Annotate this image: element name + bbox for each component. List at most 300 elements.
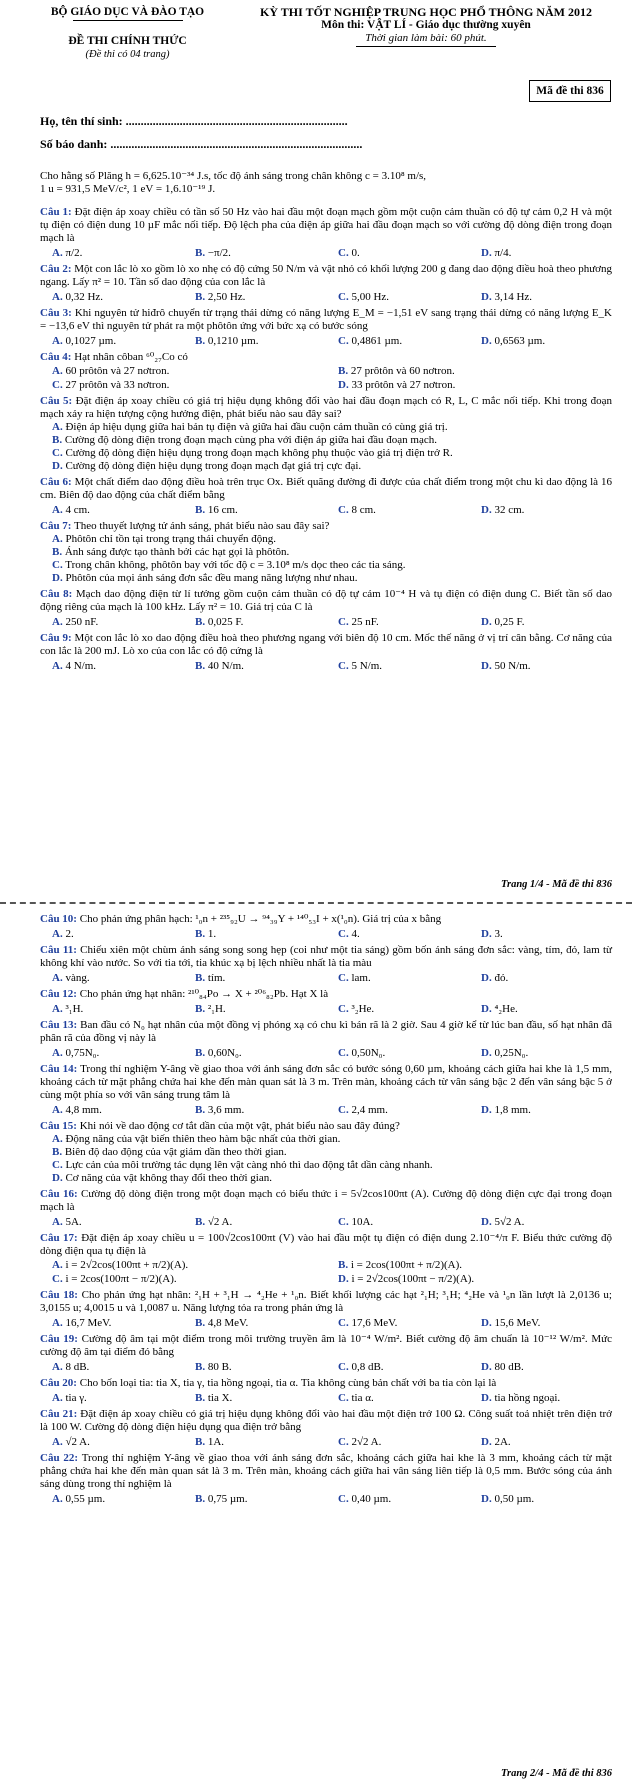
answer-text: 0,1027 µm. xyxy=(62,335,117,347)
answer-letter: B. xyxy=(52,1146,63,1158)
answer-option xyxy=(40,379,326,392)
answer-option xyxy=(40,972,183,985)
answer-row xyxy=(40,1216,612,1229)
answer-option xyxy=(40,572,612,585)
answer-text: 0,8 dB. xyxy=(348,1361,384,1373)
answer-option xyxy=(469,1003,612,1016)
question-block xyxy=(40,1232,612,1286)
answer-option xyxy=(469,1216,612,1229)
answer-option xyxy=(40,1216,183,1229)
answer-text: 2√2 A. xyxy=(348,1436,382,1448)
question-text: Đặt điện áp xoay chiều có tần số 50 Hz vào hai đầu một đoạn mạch gồm một cuộn cảm thuần có độ tự cảm 0,2 H và một tụ điện có điện dung 10 µF mắc nối tiếp. Độ lệch pha của điện áp giữa hai đầu đoạn mạch so với cường độ dòng điện trong đoạn mạch là xyxy=(40,206,612,244)
candidate-id-line: Số báo danh: .................................................................................... xyxy=(40,137,363,151)
answer-text: 5 N/m. xyxy=(348,660,383,672)
answer-letter: A. xyxy=(52,1104,63,1116)
answer-letter: C. xyxy=(52,559,63,571)
answer-option xyxy=(469,1047,612,1060)
answer-letter: C. xyxy=(338,1104,349,1116)
answer-text: Phôtôn của mọi ánh sáng đơn sắc đều mang năng lượng như nhau. xyxy=(62,572,358,584)
question-block xyxy=(40,1452,612,1506)
answer-letter: B. xyxy=(52,434,63,446)
answer-option xyxy=(183,1436,326,1449)
answer-text: 0,025 F. xyxy=(205,616,244,628)
question-text: Một chất điểm dao động điều hoà trên trục Ox. Biết quãng đường đi được của chất điểm trong một chu kì dao động là 16 cm. Biên độ dao động của chất điểm bằng xyxy=(40,476,612,501)
answer-option xyxy=(40,247,183,260)
answer-option xyxy=(326,1216,469,1229)
answer-option xyxy=(326,1259,612,1272)
question-text: Ban đầu có N₀ hạt nhân của một đồng vị phóng xạ có chu kì bán rã là 2 giờ. Sau 4 giờ kể từ lúc ban đầu, số hạt nhân đã phân rã của đồng vị này là xyxy=(40,1019,613,1044)
answer-text: 15,6 MeV. xyxy=(491,1317,541,1329)
answer-text: 40 N/m. xyxy=(205,660,244,672)
question-stem xyxy=(40,1289,612,1315)
answer-letter: A. xyxy=(52,247,63,259)
answer-text: 17,6 MeV. xyxy=(348,1317,398,1329)
answer-option xyxy=(469,660,612,673)
answer-text: π/4. xyxy=(491,247,512,259)
answer-row xyxy=(40,972,612,985)
answer-text: 5,00 Hz. xyxy=(348,291,390,303)
answer-letter: A. xyxy=(52,1361,63,1373)
question-block xyxy=(40,988,612,1016)
answer-option xyxy=(469,1493,612,1506)
answer-text: 80 dB. xyxy=(491,1361,524,1373)
answer-letter: B. xyxy=(338,365,349,377)
answer-option xyxy=(183,335,326,348)
answer-option xyxy=(326,1317,469,1330)
answer-row xyxy=(40,1047,612,1060)
answer-option xyxy=(469,972,612,985)
answer-option xyxy=(40,559,612,572)
answer-option xyxy=(40,1436,183,1449)
answer-row xyxy=(40,660,612,673)
answer-letter: D. xyxy=(52,572,63,584)
question-text: Cho phản ứng phân hạch: ¹₀n + ²³⁵₉₂U → ⁹⁴₃₉Y + ¹⁴⁰₅₃I + x(¹₀n). Giá trị của x bằng xyxy=(76,913,442,925)
question-block xyxy=(40,476,612,517)
answer-letter: B. xyxy=(195,1003,206,1015)
answer-option xyxy=(326,928,469,941)
answer-text: 0,25N₀. xyxy=(491,1047,529,1059)
answer-letter: C. xyxy=(338,1436,349,1448)
answer-option xyxy=(326,1273,612,1286)
answer-letter: B. xyxy=(195,247,206,259)
answer-text: 4. xyxy=(348,928,360,940)
answer-text: 1. xyxy=(205,928,217,940)
question-number: Câu 9: xyxy=(40,632,72,644)
question-text: Đặt điện áp xoay chiều có giá trị hiệu dụng không đổi vào hai đầu một điện trở 100 Ω. Công suất toả nhiệt trên điện trở là 100 W. Cường độ dòng điện hiệu dụng qua điện trở bằng xyxy=(40,1408,612,1433)
answer-row xyxy=(40,335,612,348)
answer-option xyxy=(40,291,183,304)
answer-row xyxy=(40,291,612,304)
answer-letter: B. xyxy=(195,616,206,628)
answer-letter: D. xyxy=(481,616,492,628)
question-number: Câu 1: xyxy=(40,206,72,218)
answer-text: 1A. xyxy=(205,1436,225,1448)
answer-row xyxy=(40,616,612,629)
question-text: Hạt nhân côban ⁶⁰₂₇Co có xyxy=(71,351,188,363)
answer-row xyxy=(40,1273,612,1286)
answer-option xyxy=(469,928,612,941)
answer-option xyxy=(326,247,469,260)
answer-letter: C. xyxy=(338,1317,349,1329)
answer-text: −π/2. xyxy=(205,247,231,259)
answer-option xyxy=(40,1047,183,1060)
question-text: Khi nói về dao động cơ tắt dần của một vật, phát biểu nào sau đây đúng? xyxy=(76,1120,400,1132)
answer-option xyxy=(40,1493,183,1506)
answer-letter: B. xyxy=(195,928,206,940)
answer-letter: A. xyxy=(52,335,63,347)
answer-option xyxy=(183,660,326,673)
candidate-name-line: Họ, tên thí sinh: .......................................................................... xyxy=(40,114,348,128)
answer-row xyxy=(40,1392,612,1405)
answer-letter: B. xyxy=(195,972,206,984)
answer-text: đỏ. xyxy=(491,972,509,984)
answer-option xyxy=(469,247,612,260)
answer-row xyxy=(40,1104,612,1117)
answer-letter: B. xyxy=(195,1436,206,1448)
question-stem xyxy=(40,1019,612,1045)
answer-row xyxy=(40,1003,612,1016)
answer-text: √2 A. xyxy=(205,1216,233,1228)
answer-row xyxy=(40,1361,612,1374)
answer-option xyxy=(40,460,612,473)
answer-option xyxy=(326,291,469,304)
answer-option xyxy=(40,335,183,348)
answer-option xyxy=(40,660,183,673)
answer-row xyxy=(40,1436,612,1449)
question-text: Chiếu xiên một chùm ánh sáng song song hẹp (coi như một tia sáng) gồm bốn ánh sáng đơn sắc: vàng, tím, đỏ, lam từ không khí vào nước. So với tia tới, tia khúc xạ bị lệch nhiều nhất là tia màu xyxy=(40,944,612,969)
question-stem xyxy=(40,395,612,421)
answer-row xyxy=(40,1317,612,1330)
answer-option xyxy=(40,1172,612,1185)
answer-letter: A. xyxy=(52,1259,63,1271)
answer-text: Động năng của vật biến thiên theo hàm bậc nhất của thời gian. xyxy=(62,1133,341,1145)
answer-text: Lực cản của môi trường tác dụng lên vật càng nhỏ thì dao động tắt dần càng nhanh. xyxy=(62,1159,433,1171)
answer-option xyxy=(40,1361,183,1374)
exam-title: KỲ THI TỐT NGHIỆP TRUNG HỌC PHỔ THÔNG NĂM 2012 xyxy=(260,5,592,19)
answer-text: i = 2cos(100πt + π/2)(A). xyxy=(348,1259,463,1271)
question-block xyxy=(40,395,612,473)
answer-letter: C. xyxy=(338,247,349,259)
answer-text: 27 prôtôn và 60 nơtron. xyxy=(348,365,455,377)
question-text: Khi nguyên tử hiđrô chuyển từ trạng thái dừng có năng lượng E_M = −1,51 eV sang trạng thái dừng có năng lượng E_K = −13,6 eV thì nguyên tử phát ra một phôtôn ứng với bức xạ có bước sóng xyxy=(40,307,612,332)
answer-text: 16 cm. xyxy=(205,504,238,516)
answer-letter: B. xyxy=(195,1104,206,1116)
answer-text: i = 2√2cos(100πt − π/2)(A). xyxy=(348,1273,475,1285)
answer-letter: C. xyxy=(52,1159,63,1171)
answer-text: 4,8 mm. xyxy=(62,1104,102,1116)
answer-text: 50 N/m. xyxy=(491,660,531,672)
answer-option xyxy=(469,335,612,348)
question-text: Cường độ âm tại một điểm trong môi trường truyền âm là 10⁻⁴ W/m². Biết cường độ âm chuẩn là 10⁻¹² W/m². Mức cường độ âm tại điểm đó bằng xyxy=(40,1333,612,1358)
answer-option xyxy=(183,1104,326,1117)
answer-option xyxy=(326,335,469,348)
answer-option xyxy=(40,1104,183,1117)
answer-letter: C. xyxy=(338,1361,349,1373)
answer-letter: C. xyxy=(338,972,349,984)
answer-option xyxy=(326,1493,469,1506)
answer-letter: B. xyxy=(195,1317,206,1329)
question-number: Câu 19: xyxy=(40,1333,78,1345)
page1-content xyxy=(40,170,612,676)
answer-text: 0,50 µm. xyxy=(491,1493,535,1505)
answer-letter: D. xyxy=(481,928,492,940)
answer-option xyxy=(183,291,326,304)
answer-letter: C. xyxy=(338,1216,349,1228)
page-divider xyxy=(0,902,632,904)
constants-block xyxy=(40,170,612,196)
page1-footer: Trang 1/4 - Mã đề thi 836 xyxy=(500,879,612,890)
answer-option xyxy=(469,1104,612,1117)
answer-letter: D. xyxy=(481,1104,492,1116)
answer-letter: D. xyxy=(481,1317,492,1329)
answer-option xyxy=(469,1317,612,1330)
answer-option xyxy=(469,1392,612,1405)
page1-questions xyxy=(40,206,612,673)
answer-option xyxy=(183,1493,326,1506)
answer-letter: C. xyxy=(52,447,63,459)
answer-text: 16,7 MeV. xyxy=(62,1317,112,1329)
question-number: Câu 2: xyxy=(40,263,72,275)
answer-text: ⁴₂He. xyxy=(491,1003,518,1015)
answer-option xyxy=(40,447,612,460)
question-number: Câu 12: xyxy=(40,988,77,1000)
answer-option xyxy=(183,616,326,629)
answer-option xyxy=(326,616,469,629)
answer-letter: D. xyxy=(52,1172,63,1184)
question-text: Đặt điện áp xoay chiều u = 100√2cos100πt (V) vào hai đầu một tụ điện có điện dung 2.10⁻⁴/π F. Biểu thức cường độ dòng điện qua tụ điện là xyxy=(40,1232,612,1257)
question-block xyxy=(40,1408,612,1449)
answer-letter: B. xyxy=(195,291,206,303)
answer-letter: A. xyxy=(52,1216,63,1228)
answer-letter: D. xyxy=(481,1047,492,1059)
question-number: Câu 18: xyxy=(40,1289,78,1301)
header-left xyxy=(20,6,235,61)
answer-text: 0,75N₀. xyxy=(62,1047,100,1059)
answer-row xyxy=(40,928,612,941)
question-stem xyxy=(40,206,612,245)
question-block xyxy=(40,1120,612,1185)
question-text: Đặt điện áp xoay chiều có giá trị hiệu dụng không đổi vào hai đầu đoạn mạch có R, L, C mắc nối tiếp. Khi trong đoạn mạch xảy ra hiện tượng cộng hưởng điện, phát biểu nào sau đây sai? xyxy=(40,395,612,420)
question-text: Cho phản ứng hạt nhân: ²₁H + ³₁H → ⁴₂He + ¹₀n. Biết khối lượng các hạt ²₁H; ³₁H; ⁴₂He và ¹₀n lần lượt là 2,0136 u; 3,0155 u; 4,0015 u và 1,0087 u. Năng lượng tỏa ra trong phản ứng là xyxy=(40,1289,612,1314)
question-stem xyxy=(40,1120,612,1133)
ministry-name: BỘ GIÁO DỤC VÀ ĐÀO TẠO xyxy=(50,6,205,18)
answer-option xyxy=(40,533,612,546)
answer-text: 0,40 µm. xyxy=(348,1493,392,1505)
question-number: Câu 5: xyxy=(40,395,73,407)
answer-option xyxy=(326,1361,469,1374)
answer-text: tia hồng ngoại. xyxy=(491,1392,561,1404)
question-text: Mạch dao động điện từ lí tưởng gồm cuộn cảm thuần có độ tự cảm 10⁻⁴ H và tụ điện có điện dung C. Biết tần số dao động riêng của mạch là 100 kHz. Lấy π² = 10. Giá trị của C là xyxy=(40,588,612,613)
answer-text: ³₁H. xyxy=(62,1003,84,1015)
question-number: Câu 11: xyxy=(40,944,77,956)
answer-text: 10A. xyxy=(348,1216,374,1228)
answer-text: 0,60N₀. xyxy=(205,1047,242,1059)
answer-option xyxy=(326,1104,469,1117)
question-text: Trong thí nghiệm Y-âng về giao thoa với ánh sáng đơn sắc có bước sóng 0,60 µm, khoảng cách giữa hai khe là 1,5 mm, khoảng cách từ mặt phẳng chứa hai khe đến màn quan sát là 3 m. Trên màn, khoảng cách từ vân sáng bậc 2 đến vân sáng bậc 5 ở cùng một phía so với vân sáng trung tâm là xyxy=(40,1063,612,1101)
answer-letter: C. xyxy=(52,379,63,391)
answer-letter: A. xyxy=(52,533,63,545)
answer-letter: B. xyxy=(338,1259,349,1271)
answer-option xyxy=(40,1259,326,1272)
answer-letter: A. xyxy=(52,1133,63,1145)
answer-option xyxy=(40,1146,612,1159)
page2-content xyxy=(40,913,612,1509)
answer-text: Biên độ dao động của vật giảm dần theo thời gian. xyxy=(62,1146,287,1158)
question-number: Câu 3: xyxy=(40,307,72,319)
answer-letter: C. xyxy=(338,335,349,347)
answer-letter: D. xyxy=(338,1273,349,1285)
answer-option xyxy=(326,379,612,392)
answer-option xyxy=(469,291,612,304)
answer-letter: B. xyxy=(195,1493,206,1505)
question-block xyxy=(40,588,612,629)
answer-option xyxy=(326,660,469,673)
answer-letter: C. xyxy=(52,1273,63,1285)
question-number: Câu 10: xyxy=(40,913,77,925)
answer-text: 80 B. xyxy=(205,1361,232,1373)
answer-letter: B. xyxy=(195,1047,206,1059)
question-number: Câu 22: xyxy=(40,1452,79,1464)
question-text: Cho bốn loại tia: tia X, tia γ, tia hồng ngoại, tia α. Tia không cùng bản chất với ba tia còn lại là xyxy=(76,1377,497,1389)
answer-letter: A. xyxy=(52,616,63,628)
constants-line-1: Cho hằng số Plăng h = 6,625.10⁻³⁴ J.s, tốc độ ánh sáng trong chân không c = 3.10⁸ m/s, xyxy=(40,170,427,182)
answer-text: 8 dB. xyxy=(62,1361,90,1373)
answer-letter: A. xyxy=(52,504,63,516)
ministry-underline xyxy=(73,20,183,21)
exam-duration: Thời gian làm bài: 60 phút. xyxy=(365,32,487,44)
exam-page-2 xyxy=(0,907,632,1784)
answer-text: 0,1210 µm. xyxy=(205,335,259,347)
answer-letter: B. xyxy=(195,1392,206,1404)
answer-letter: D. xyxy=(481,1003,492,1015)
answer-letter: B. xyxy=(195,1216,206,1228)
question-text: Một con lắc lò xo dao động điều hoà theo phương ngang với biên độ 10 cm. Mốc thế năng ở vị trí cân bằng. Cơ năng của con lắc là 200 mJ. Lò xo của con lắc có độ cứng là xyxy=(40,632,612,657)
answer-text: 4 N/m. xyxy=(62,660,97,672)
answer-option xyxy=(469,1436,612,1449)
answer-option xyxy=(326,972,469,985)
answer-text: Ánh sáng được tạo thành bởi các hạt gọi là phôtôn. xyxy=(62,546,290,558)
answer-option xyxy=(40,504,183,517)
question-stem xyxy=(40,263,612,289)
answer-option xyxy=(40,928,183,941)
answer-row xyxy=(40,379,612,392)
question-number: Câu 21: xyxy=(40,1408,78,1420)
question-stem xyxy=(40,913,612,926)
answer-text: Cường độ dòng điện hiệu dụng trong đoạn mạch đạt giá trị cực đại. xyxy=(62,460,362,472)
page2-footer: Trang 2/4 - Mã đề thi 836 xyxy=(500,1768,612,1779)
answer-letter: A. xyxy=(52,928,63,940)
answer-letter: B. xyxy=(195,504,206,516)
answer-text: 0. xyxy=(348,247,360,259)
answer-text: 4 cm. xyxy=(62,504,90,516)
answer-letter: D. xyxy=(481,504,492,516)
answer-text: Cường độ dòng điện hiệu dụng trong đoạn mạch không phụ thuộc vào giá trị điện trở R. xyxy=(62,447,453,459)
answer-row xyxy=(40,1493,612,1506)
question-number: Câu 14: xyxy=(40,1063,78,1075)
answer-letter: C. xyxy=(338,1392,349,1404)
answer-option xyxy=(40,1273,326,1286)
question-text: Trong thí nghiệm Y-âng về giao thoa với ánh sáng đơn sắc, khoảng cách giữa hai khe là 3 mm, khoảng cách từ mặt phẳng chứa hai khe đến màn quan sát là 3 m. Trên màn, khoảng cách giữa hai vân sáng liên tiếp là 0,5 mm. Bước sóng của ánh sáng dùng trong thí nghiệm là xyxy=(40,1452,612,1490)
answer-letter: B. xyxy=(195,335,206,347)
answer-letter: A. xyxy=(52,1493,63,1505)
answer-letter: C. xyxy=(338,928,349,940)
answer-letter: A. xyxy=(52,972,63,984)
answer-option xyxy=(183,1392,326,1405)
question-block xyxy=(40,944,612,985)
question-block xyxy=(40,632,612,673)
answer-letter: B. xyxy=(195,1361,206,1373)
answer-text: tia X. xyxy=(205,1392,233,1404)
answer-text: 25 nF. xyxy=(348,616,379,628)
answer-text: lam. xyxy=(348,972,371,984)
answer-letter: A. xyxy=(52,1003,63,1015)
answer-text: Cơ năng của vật không thay đổi theo thời gian. xyxy=(62,1172,272,1184)
answer-letter: B. xyxy=(52,546,63,558)
answer-letter: D. xyxy=(338,379,349,391)
question-number: Câu 20: xyxy=(40,1377,77,1389)
answer-letter: C. xyxy=(338,291,349,303)
answer-text: 3,6 mm. xyxy=(205,1104,245,1116)
answer-text: 250 nF. xyxy=(62,616,99,628)
answer-letter: A. xyxy=(52,365,63,377)
answer-text: 8 cm. xyxy=(348,504,376,516)
question-number: Câu 17: xyxy=(40,1232,78,1244)
exam-code-box: Mã đề thi 836 xyxy=(529,80,611,102)
question-block xyxy=(40,1188,612,1229)
answer-option xyxy=(469,504,612,517)
answer-row xyxy=(40,365,612,378)
exam-header xyxy=(20,6,612,76)
answer-letter: A. xyxy=(52,1436,63,1448)
question-block xyxy=(40,1289,612,1330)
answer-text: tia γ. xyxy=(62,1392,87,1404)
question-stem xyxy=(40,988,612,1001)
answer-text: 3. xyxy=(491,928,503,940)
answer-text: ³₂He. xyxy=(348,1003,375,1015)
answer-text: 0,55 µm. xyxy=(62,1493,106,1505)
answer-row xyxy=(40,1259,612,1272)
answer-letter: D. xyxy=(481,1392,492,1404)
answer-option xyxy=(40,1003,183,1016)
answer-option xyxy=(183,1317,326,1330)
question-stem xyxy=(40,476,612,502)
question-stem xyxy=(40,944,612,970)
answer-option xyxy=(40,1159,612,1172)
question-number: Câu 15: xyxy=(40,1120,77,1132)
answer-text: 4,8 MeV. xyxy=(205,1317,249,1329)
exam-subject: Môn thi: VẬT LÍ - Giáo dục thường xuyên xyxy=(321,19,531,31)
answer-text: 2,50 Hz. xyxy=(205,291,246,303)
question-block xyxy=(40,263,612,304)
answer-row xyxy=(40,247,612,260)
question-stem xyxy=(40,1232,612,1258)
answer-letter: A. xyxy=(52,1392,63,1404)
answer-letter: D. xyxy=(481,1216,492,1228)
answer-letter: D. xyxy=(481,1436,492,1448)
answer-text: 2,4 mm. xyxy=(348,1104,388,1116)
answer-text: tím. xyxy=(205,972,226,984)
answer-text: Trong chân không, phôtôn bay với tốc độ c = 3.10⁸ m/s dọc theo các tia sáng. xyxy=(62,559,406,571)
question-stem xyxy=(40,1333,612,1359)
answer-letter: A. xyxy=(52,291,63,303)
header-right xyxy=(240,6,612,47)
question-stem xyxy=(40,351,612,364)
answer-letter: A. xyxy=(52,1317,63,1329)
official-label: ĐỀ THI CHÍNH THỨC xyxy=(68,35,187,47)
question-text: Theo thuyết lượng tử ánh sáng, phát biểu nào sau đây sai? xyxy=(71,520,330,532)
answer-text: 60 prôtôn và 27 nơtron. xyxy=(62,365,170,377)
answer-letter: D. xyxy=(481,1361,492,1373)
